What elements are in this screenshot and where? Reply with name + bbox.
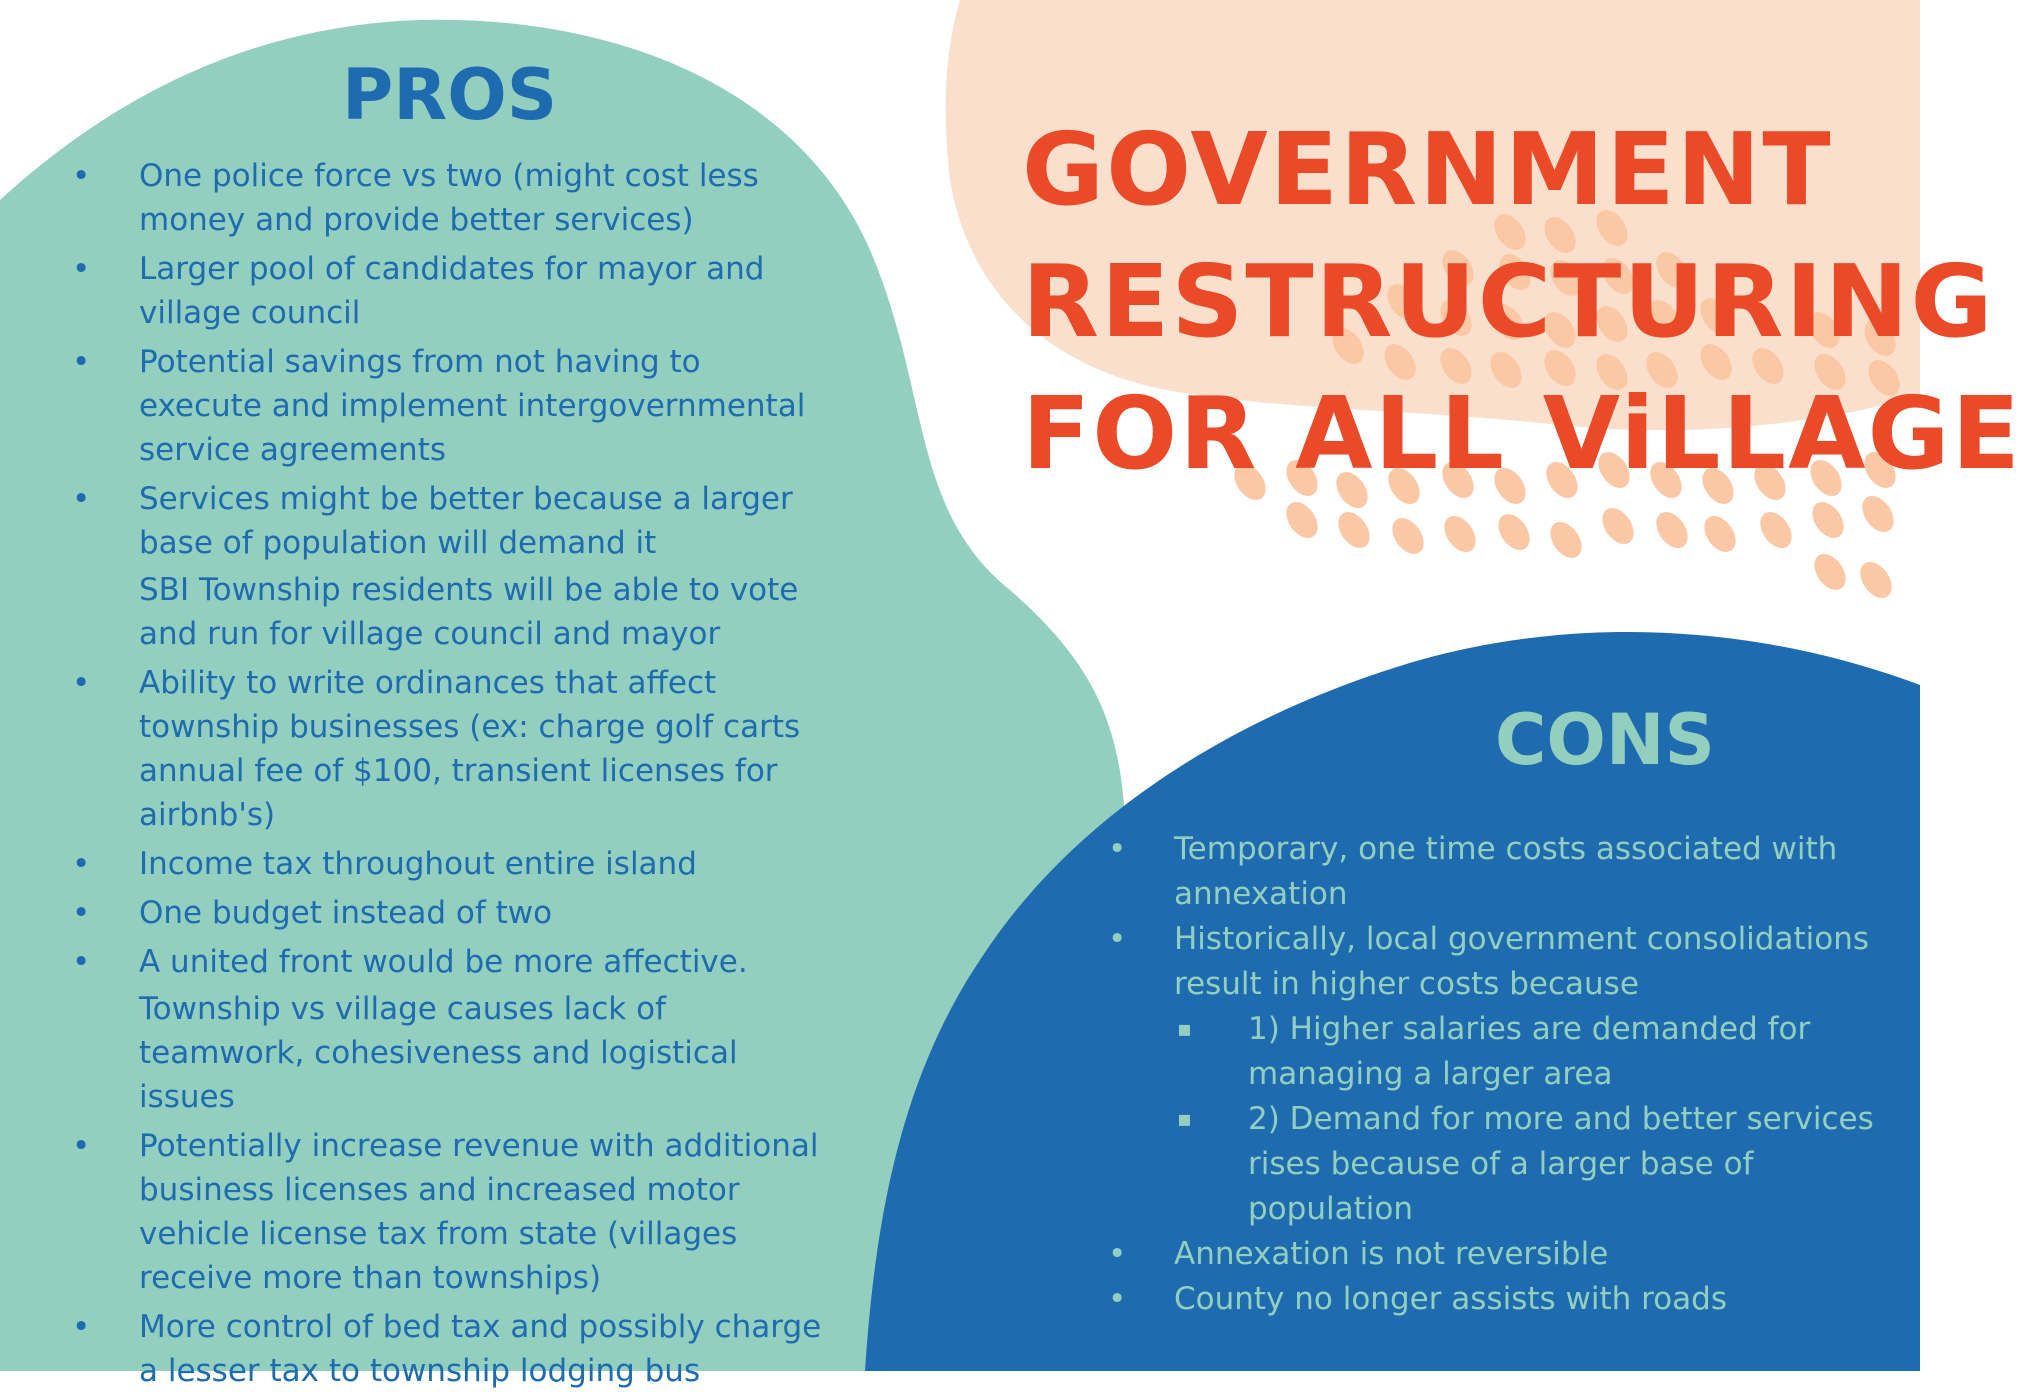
bullet: •: [72, 251, 91, 287]
pros-item: [72, 247, 832, 335]
cons-subitem: [1108, 1007, 1878, 1097]
pros-item-text: SBI Township residents will be able to vote and run for village council and mayor: [139, 572, 799, 652]
pros-item: [72, 940, 832, 984]
pros-item: [72, 340, 832, 472]
pros-item-text: One police force vs two (might cost less money and provide better services): [139, 158, 759, 238]
bullet: •: [72, 846, 91, 882]
decor-dot: [1808, 548, 1852, 596]
cons-item: [1108, 1232, 1878, 1277]
bullet: •: [72, 895, 91, 931]
pros-item: [72, 1124, 832, 1300]
pros-item-text: Ability to write ordinances that affect township businesses (ex: charge golf carts annual fee of $100, transient licenses for airbnb's): [139, 665, 801, 833]
cons-heading: CONS: [1495, 699, 1715, 781]
decor-dot: [1806, 496, 1850, 544]
pros-item: [72, 842, 832, 886]
pros-item-text: Services might be better because a larger base of population will demand it: [139, 481, 793, 561]
pros-item: [72, 477, 832, 565]
cons-item: [1108, 917, 1878, 1007]
pros-item: [72, 1305, 832, 1393]
cons-item-text: County no longer assists with roads: [1174, 1281, 1728, 1317]
square-bullet: ▪: [1177, 1107, 1192, 1132]
decor-dot: [1854, 556, 1898, 604]
bullet: •: [1108, 1236, 1127, 1272]
pros-item: [72, 661, 832, 837]
pros-item-continuation: [72, 987, 832, 1119]
decor-dot: [1650, 506, 1694, 554]
bullet: •: [72, 481, 91, 517]
decor-dot: [1698, 510, 1742, 558]
pros-item-text: Larger pool of candidates for mayor and village council: [139, 251, 765, 331]
cons-list: [1108, 827, 1878, 1322]
cons-subitem: [1108, 1097, 1878, 1232]
title-line-2: RESTRUCTURING: [1022, 243, 1995, 360]
pros-item: [72, 891, 832, 935]
decor-dot: [1332, 506, 1376, 554]
pros-item-text: One budget instead of two: [139, 895, 553, 931]
pros-item-text: More control of bed tax and possibly charge a lesser tax to township lodging bus: [139, 1309, 822, 1389]
bullet: •: [72, 1128, 91, 1164]
pros-item-text: Township vs village causes lack of teamwork, cohesiveness and logistical issues: [139, 991, 738, 1115]
cons-item: [1108, 1277, 1878, 1322]
pros-item-continuation: [72, 568, 832, 656]
pros-item-text: Potential savings from not having to execute and implement intergovernmental service agreements: [139, 344, 806, 468]
decor-dot: [1596, 502, 1640, 550]
decor-dot: [1754, 506, 1798, 554]
cons-item-text: Annexation is not reversible: [1174, 1236, 1609, 1272]
pros-item: [72, 154, 832, 242]
cons-item-text: 2) Demand for more and better services rises because of a larger base of population: [1248, 1101, 1874, 1227]
decor-dot: [1544, 516, 1588, 564]
decor-dot: [1492, 508, 1536, 556]
page-title: [1022, 104, 2022, 500]
cons-item-text: Temporary, one time costs associated with annexation: [1174, 831, 1838, 912]
decor-dot: [1280, 496, 1324, 544]
pros-item-text: Income tax throughout entire island: [139, 846, 697, 882]
bullet: •: [72, 665, 91, 701]
pros-item-text: A united front would be more affective.: [139, 944, 748, 980]
bullet: •: [1108, 1281, 1127, 1317]
bullet: •: [72, 344, 91, 380]
bullet: •: [72, 944, 91, 980]
bullet: •: [72, 1309, 91, 1345]
bullet: •: [72, 158, 91, 194]
pros-heading: PROS: [342, 54, 558, 136]
cons-item-text: Historically, local government consolidations result in higher costs because: [1174, 921, 1870, 1002]
cons-item-text: 1) Higher salaries are demanded for managing a larger area: [1248, 1011, 1811, 1092]
cons-item: [1108, 827, 1878, 917]
bullet: •: [1108, 831, 1127, 867]
square-bullet: ▪: [1177, 1017, 1192, 1042]
title-line-1: GOVERNMENT: [1022, 111, 1833, 228]
decor-dot: [1438, 510, 1482, 558]
title-line-3: FOR ALL ViLLAGE: [1022, 375, 2022, 492]
decor-dot: [1386, 512, 1430, 560]
pros-item-text: Potentially increase revenue with additional business licenses and increased motor vehicle license tax from state (villages receive more than townships): [139, 1128, 819, 1296]
bullet: •: [1108, 921, 1127, 957]
pros-list: [72, 154, 832, 1398]
